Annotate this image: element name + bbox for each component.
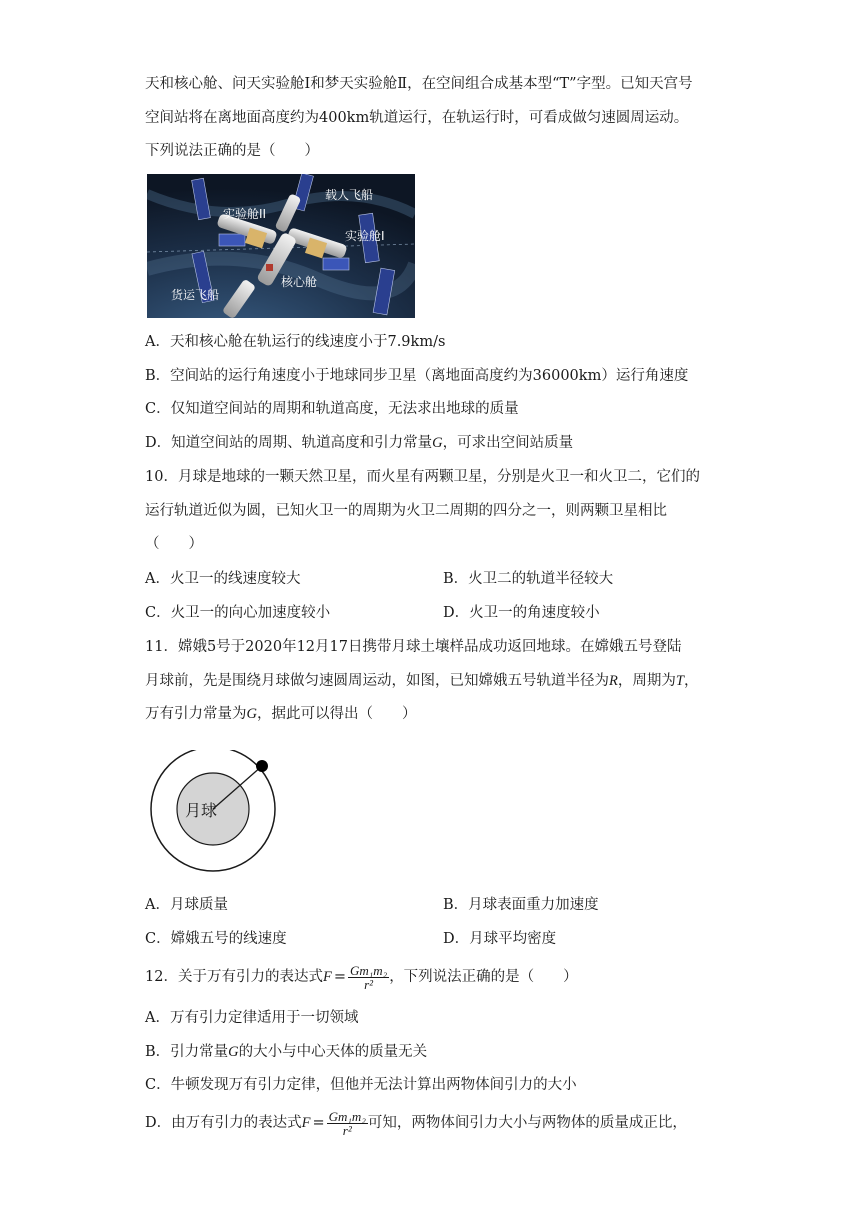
gravitation-formula-d: F = $\frac{\text{Gm₁m₂}}{\text{r²}}$ xyxy=(301,1108,366,1138)
q11-option-a: A．月球质量 xyxy=(145,897,228,913)
q9-stem-line1: 天和核心舱、问天实验舱Ⅰ和梦天实验舱Ⅱ，在空间组合成基本型“T”字型。已知天宫号 xyxy=(145,76,693,92)
q12-option-b: B．引力常量G的大小与中心天体的质量无关 xyxy=(145,1044,428,1060)
q10-option-b: B．火卫二的轨道半径较大 xyxy=(443,571,614,587)
moon-orbit-figure xyxy=(148,750,283,875)
image-label-cargo-ship: 货运飞船 xyxy=(171,288,220,302)
q9-option-c: C．仅知道空间站的周期和轨道高度，无法求出地球的质量 xyxy=(145,401,519,417)
gravitation-formula: F = $\frac{\text{Gm₁m₂}}{\text{r²}}$ xyxy=(322,962,388,992)
q10-option-c: C．火卫一的向心加速度较小 xyxy=(145,605,331,621)
q10-stem-line2: 运行轨道近似为圆，已知火卫一的周期为火卫二周期的四分之一，则两颗卫星相比 xyxy=(145,503,667,519)
q9-option-d: D．知道空间站的周期、轨道高度和引力常量G，可求出空间站质量 xyxy=(145,435,574,451)
image-label-lab2: 实验舱II xyxy=(223,207,267,221)
q11-option-c: C．嫦娥五号的线速度 xyxy=(145,931,287,947)
q10-option-d: D．火卫一的角速度较小 xyxy=(443,605,600,621)
q10-option-a: A．火卫一的线速度较大 xyxy=(145,571,301,587)
image-label-lab1: 实验舱I xyxy=(345,229,385,243)
q12-option-c: C．牛顿发现万有引力定律，但他并无法计算出两物体间引力的大小 xyxy=(145,1077,577,1093)
q9-stem-line3: 下列说法正确的是（ ） xyxy=(145,143,319,159)
q10-stem-line3: （ ） xyxy=(145,536,203,552)
q9-option-a: A．天和核心舱在轨运行的线速度小于7.9km/s xyxy=(145,334,446,350)
image-label-crew-ship: 载人飞船 xyxy=(325,188,374,202)
q11-option-b: B．月球表面重力加速度 xyxy=(443,897,599,913)
q11-option-d: D．月球平均密度 xyxy=(443,931,557,947)
q11-stem-line2: 月球前，先是围绕月球做匀速圆周运动，如图，已知嫦娥五号轨道半径为R，周期为T， xyxy=(145,673,699,689)
q9-option-b: B．空间站的运行角速度小于地球同步卫星（离地面高度约为36000km）运行角速度 xyxy=(145,368,689,384)
probe-dot xyxy=(256,760,268,772)
q11-stem-line1: 11．嫦娥5号于2020年12月17日携带月球土壤样品成功返回地球。在嫦娥五号登陆 xyxy=(145,639,682,655)
image-label-core: 核心舱 xyxy=(281,275,318,289)
q9-stem-line2: 空间站将在离地面高度约为400km轨道运行，在轨运行时，可看成做匀速圆周运动。 xyxy=(145,110,689,126)
q12-option-d: D．由万有引力的表达式 F = $\frac{\text{Gm₁m₂}}{\text{r²}}$ 可知，两物体间引力大小与两物体的质量成正比， xyxy=(145,1108,687,1138)
moon-label: 月球 xyxy=(184,801,218,820)
q12-option-a: A．万有引力定律适用于一切领域 xyxy=(145,1010,359,1026)
q11-stem-line3: 万有引力常量为G，据此可以得出（ ） xyxy=(145,706,417,722)
space-station-image xyxy=(147,174,415,318)
q10-stem-line1: 10．月球是地球的一颗天然卫星，而火星有两颗卫星，分别是火卫一和火卫二，它们的 xyxy=(145,469,700,485)
q12-stem: 12．关于万有引力的表达式 F = $\frac{\text{Gm₁m₂}}{\text{r²}}$ ，下列说法正确的是（ ） xyxy=(145,962,578,992)
